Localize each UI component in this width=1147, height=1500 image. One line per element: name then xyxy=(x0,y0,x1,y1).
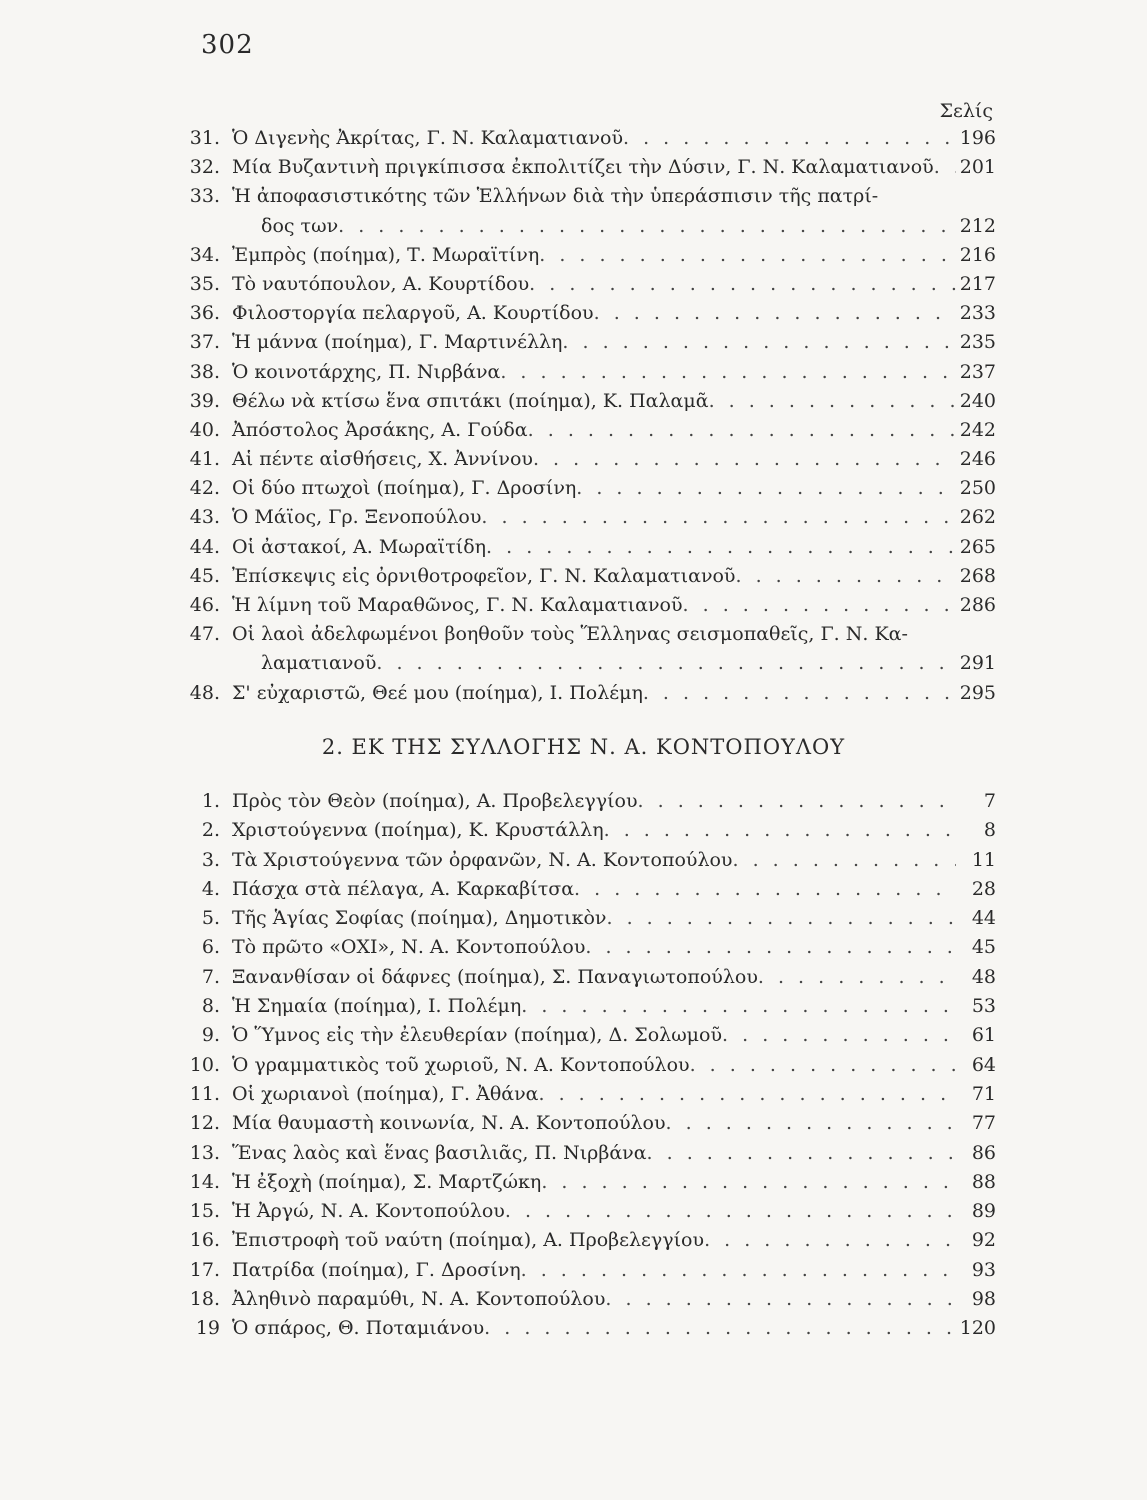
toc-entry xyxy=(170,1226,996,1255)
entry-page: 88 xyxy=(971,1170,996,1193)
entry-number: 17. xyxy=(189,1258,220,1281)
entry-title-continuation: δος των xyxy=(261,214,339,237)
entry-number: 36. xyxy=(189,302,220,325)
leader-dots xyxy=(574,875,956,904)
entry-page: 196 xyxy=(959,127,996,149)
entry-title: Ἡ ἀποφασιστικότης τῶν Ἑλλήνων διὰ τὴν ὑπεράσπισιν τῆς πατρί- xyxy=(232,185,879,208)
leader-dots xyxy=(709,387,956,416)
entry-number: 2. xyxy=(201,819,220,842)
entry-page: 217 xyxy=(959,272,996,295)
leader-dots xyxy=(486,533,956,562)
toc-entry xyxy=(170,1256,996,1285)
entry-title: Ἐπίσκεψις εἰς ὀρνιθοτροφεῖον, Γ. Ν. Καλαματιανοῦ xyxy=(232,564,736,587)
toc-entry xyxy=(170,1109,996,1138)
leader-dots xyxy=(538,1080,956,1109)
entry-page: 93 xyxy=(971,1258,996,1281)
toc-entry xyxy=(170,358,996,387)
entry-title: Οἱ δύο πτωχοὶ (ποίημα), Γ. Δροσίνη xyxy=(232,477,577,500)
entry-title: Ἐπιστροφὴ τοῦ ναύτη (ποίημα), Α. Προβελεγγίου xyxy=(232,1229,705,1252)
entry-number: 12. xyxy=(189,1112,220,1135)
column-header: Σελίς xyxy=(939,100,993,122)
leader-dots xyxy=(605,1285,956,1314)
toc-entry xyxy=(170,328,996,357)
entry-title: Ἡ μάννα (ποίημα), Γ. Μαρτινέλλη xyxy=(232,331,563,354)
leader-dots xyxy=(623,124,956,153)
entry-page: 262 xyxy=(959,506,996,529)
entry-number: 8. xyxy=(201,995,220,1018)
toc-entry xyxy=(170,1080,996,1109)
entry-page: 242 xyxy=(959,418,996,441)
entry-number: 19 xyxy=(195,1317,220,1340)
entry-title: Ξανανθίσαν οἱ δάφνες (ποίημα), Σ. Παναγιωτοπούλου xyxy=(232,965,758,988)
leader-dots xyxy=(528,416,956,445)
toc-entry xyxy=(170,846,996,875)
entry-number: 3. xyxy=(201,848,220,871)
entry-page: 250 xyxy=(959,477,996,500)
entry-title: Σ' εὐχαριστῶ, Θεέ μου (ποίημα), Ι. Πολέμη xyxy=(232,681,643,704)
entry-number: 47. xyxy=(189,623,220,646)
entry-page: 265 xyxy=(959,535,996,558)
entry-page: 216 xyxy=(959,243,996,266)
leader-dots xyxy=(541,1168,956,1197)
entry-title: Θέλω νὰ κτίσω ἕνα σπιτάκι (ποίημα), Κ. Παλαμᾶ xyxy=(232,389,709,412)
leader-dots xyxy=(576,474,956,503)
entry-number: 34. xyxy=(189,243,220,266)
entry-page: 295 xyxy=(959,681,996,704)
toc-entry-continuation xyxy=(170,649,996,678)
entry-number: 9. xyxy=(201,1024,220,1047)
entry-title: Τῆς Ἁγίας Σοφίας (ποίημα), Δημοτικὸν xyxy=(232,907,607,930)
toc-entry xyxy=(170,182,996,211)
entry-title: Τὰ Χριστούγεννα τῶν ὀρφανῶν, Ν. Α. Κοντοπούλου xyxy=(232,848,733,871)
entry-page: 237 xyxy=(959,360,996,383)
leader-dots xyxy=(338,212,956,241)
entry-title: Ὁ σπάρος, Θ. Ποταμιάνου xyxy=(232,1317,485,1340)
leader-dots xyxy=(500,358,956,387)
toc-section-1 xyxy=(170,124,996,708)
toc-entry xyxy=(170,533,996,562)
entry-page: 7 xyxy=(983,790,996,812)
entry-number: 11. xyxy=(189,1082,220,1105)
entry-page: 8 xyxy=(983,819,996,842)
toc-entry xyxy=(170,503,996,532)
toc-entry xyxy=(170,387,996,416)
entry-title: Οἱ λαοὶ ἀδελφωμένοι βοηθοῦν τοὺς Ἕλληνας σεισμοπαθεῖς, Γ. Ν. Κα- xyxy=(232,623,908,646)
entry-title: Χριστούγεννα (ποίημα), Κ. Κρυστάλλη xyxy=(232,819,604,842)
entry-title: Μία Βυζαντινὴ πριγκίπισσα ἐκπολιτίζει τὴν Δύσιν, Γ. Ν. Καλαματιανοῦ xyxy=(232,156,934,179)
toc-entry xyxy=(170,241,996,270)
entry-page: 61 xyxy=(971,1024,996,1047)
entry-number: 44. xyxy=(189,535,220,558)
entry-page: 233 xyxy=(959,302,996,325)
leader-dots xyxy=(606,904,956,933)
entry-title: Ἕνας λαὸς καὶ ἕνας βασιλιᾶς, Π. Νιρβάνα xyxy=(232,1141,647,1164)
toc-entry xyxy=(170,1314,996,1343)
entry-number: 32. xyxy=(189,156,220,179)
entry-title: Οἱ ἀστακοί, Α. Μωραϊτίδη xyxy=(232,535,487,558)
toc-entry xyxy=(170,591,996,620)
leader-dots xyxy=(529,270,956,299)
leader-dots xyxy=(539,241,956,270)
leader-dots xyxy=(683,591,956,620)
entry-page: 28 xyxy=(971,877,996,900)
entry-page: 64 xyxy=(971,1053,996,1076)
leader-dots xyxy=(484,1314,956,1343)
page-number: 302 xyxy=(201,30,254,60)
entry-title: Πατρίδα (ποίημα), Γ. Δροσίνη xyxy=(232,1258,521,1281)
entry-number: 6. xyxy=(201,936,220,959)
toc-entry xyxy=(170,620,996,649)
leader-dots xyxy=(647,1139,956,1168)
entry-page: 92 xyxy=(971,1229,996,1252)
toc-entry xyxy=(170,679,996,708)
entry-page: 286 xyxy=(959,594,996,616)
toc-entry xyxy=(170,933,996,962)
toc-entry xyxy=(170,875,996,904)
leader-dots xyxy=(481,503,956,532)
entry-number: 45. xyxy=(189,564,220,587)
entry-page: 71 xyxy=(971,1082,996,1105)
toc-entry xyxy=(170,270,996,299)
leader-dots xyxy=(585,933,956,962)
entry-title: Πάσχα στὰ πέλαγα, Α. Καρκαβίτσα xyxy=(232,877,575,900)
entry-page: 44 xyxy=(971,907,996,930)
entry-title: Ἡ Σημαία (ποίημα), Ι. Πολέμη xyxy=(232,995,522,1018)
entry-number: 35. xyxy=(189,272,220,295)
leader-dots xyxy=(733,846,957,875)
toc-entry xyxy=(170,1285,996,1314)
entry-page: 120 xyxy=(959,1317,996,1340)
entry-title: Ἀπόστολος Ἀρσάκης, Α. Γούδα xyxy=(232,418,528,441)
toc-entry xyxy=(170,1197,996,1226)
entry-title: Αἱ πέντε αἰσθήσεις, Χ. Ἀννίνου xyxy=(232,448,533,471)
entry-number: 7. xyxy=(201,965,220,988)
entry-number: 48. xyxy=(189,681,220,704)
toc-entry-continuation xyxy=(170,212,996,241)
entry-number: 37. xyxy=(189,331,220,354)
entry-number: 40. xyxy=(189,418,220,441)
entry-number: 16. xyxy=(189,1229,220,1252)
entry-page: 86 xyxy=(971,1141,996,1164)
leader-dots xyxy=(666,1109,956,1138)
entry-page: 240 xyxy=(959,389,996,412)
entry-title: Ὁ κοινοτάρχης, Π. Νιρβάνα xyxy=(232,360,501,383)
toc-entry xyxy=(170,963,996,992)
entry-page: 268 xyxy=(959,564,996,587)
toc-entry xyxy=(170,562,996,591)
entry-page: 11 xyxy=(971,848,996,871)
entry-page: 98 xyxy=(971,1288,996,1311)
section-2-title: 2. ΕΚ ΤΗΣ ΣΥΛΛΟΓΗΣ Ν. Α. ΚΟΝΤΟΠΟΥΛΟΥ xyxy=(321,735,846,759)
leader-dots xyxy=(505,1197,956,1226)
toc-entry xyxy=(170,299,996,328)
entry-title: Ὁ γραμματικὸς τοῦ χωριοῦ, Ν. Α. Κοντοπούλου xyxy=(232,1053,690,1076)
entry-page: 89 xyxy=(971,1200,996,1223)
toc-entry xyxy=(170,416,996,445)
leader-dots xyxy=(604,816,956,845)
entry-number: 14. xyxy=(189,1170,220,1193)
leader-dots xyxy=(521,992,956,1021)
entry-number: 15. xyxy=(189,1200,220,1223)
entry-page: 201 xyxy=(959,156,996,179)
entry-title: Πρὸς τὸν Θεὸν (ποίημα), Α. Προβελεγγίου xyxy=(232,790,638,812)
entry-title: Ἐμπρὸς (ποίημα), Τ. Μωραϊτίνη xyxy=(232,243,540,266)
leader-dots xyxy=(722,1021,956,1050)
toc-entry xyxy=(170,445,996,474)
toc-entry xyxy=(170,992,996,1021)
entry-number: 31. xyxy=(189,127,220,149)
entry-number: 1. xyxy=(201,790,220,812)
entry-title: Οἱ χωριανοὶ (ποίημα), Γ. Ἀθάνα xyxy=(232,1082,539,1105)
entry-title: Ὁ Διγενὴς Ἀκρίτας, Γ. Ν. Καλαματιανοῦ xyxy=(232,127,624,149)
entry-title: Τὸ ναυτόπουλον, Α. Κουρτίδου xyxy=(232,272,530,295)
toc-entry xyxy=(170,1021,996,1050)
toc-entry xyxy=(170,904,996,933)
entry-number: 46. xyxy=(189,594,220,616)
leader-dots xyxy=(376,649,956,678)
entry-page: 48 xyxy=(971,965,996,988)
entry-number: 43. xyxy=(189,506,220,529)
entry-title: Ἡ ἐξοχὴ (ποίημα), Σ. Μαρτζώκη xyxy=(232,1170,542,1193)
leader-dots xyxy=(934,153,956,182)
toc-entry xyxy=(170,1139,996,1168)
entry-page: 246 xyxy=(959,448,996,471)
leader-dots xyxy=(638,787,956,816)
leader-dots xyxy=(690,1051,956,1080)
toc-entry xyxy=(170,816,996,845)
entry-title: Τὸ πρῶτο «ΟΧΙ», Ν. Α. Κοντοπούλου xyxy=(232,936,586,959)
entry-number: 33. xyxy=(189,185,220,208)
toc-entry xyxy=(170,124,996,153)
entry-number: 10. xyxy=(189,1053,220,1076)
leader-dots xyxy=(594,299,956,328)
leader-dots xyxy=(533,445,956,474)
entry-number: 38. xyxy=(189,360,220,383)
entry-page: 45 xyxy=(971,936,996,959)
toc-entry xyxy=(170,787,996,816)
entry-title: Ὁ Μάϊος, Γρ. Ξενοπούλου xyxy=(232,506,482,529)
toc-entry xyxy=(170,1168,996,1197)
entry-number: 4. xyxy=(201,877,220,900)
entry-title: Ἀληθινὸ παραμύθι, Ν. Α. Κοντοπούλου xyxy=(232,1288,606,1311)
toc-section-2 xyxy=(170,787,996,1344)
entry-title-continuation: λαματιανοῦ xyxy=(261,652,377,675)
entry-page: 291 xyxy=(959,652,996,675)
entry-number: 41. xyxy=(189,448,220,471)
toc-entry xyxy=(170,1051,996,1080)
entry-page: 235 xyxy=(959,331,996,354)
toc-entry xyxy=(170,474,996,503)
leader-dots xyxy=(521,1256,956,1285)
entry-page: 53 xyxy=(971,995,996,1018)
entry-title: Ἡ Ἀργώ, Ν. Α. Κοντοπούλου xyxy=(232,1200,505,1223)
entry-title: Ἡ λίμνη τοῦ Μαραθῶνος, Γ. Ν. Καλαματιανοῦ xyxy=(232,594,683,616)
entry-page: 212 xyxy=(959,214,996,237)
leader-dots xyxy=(758,963,956,992)
leader-dots xyxy=(562,328,956,357)
entry-title: Φιλοστοργία πελαργοῦ, Α. Κουρτίδου xyxy=(232,302,594,325)
entry-number: 42. xyxy=(189,477,220,500)
leader-dots xyxy=(704,1226,956,1255)
entry-title: Μία θαυμαστὴ κοινωνία, Ν. Α. Κοντοπούλου xyxy=(232,1112,666,1135)
toc-entry xyxy=(170,153,996,182)
entry-number: 18. xyxy=(189,1288,220,1311)
leader-dots xyxy=(735,562,956,591)
entry-number: 13. xyxy=(189,1141,220,1164)
entry-number: 39. xyxy=(189,389,220,412)
leader-dots xyxy=(643,679,956,708)
entry-number: 5. xyxy=(201,907,220,930)
entry-title: Ὁ Ὕμνος εἰς τὴν ἐλευθερίαν (ποίημα), Δ. Σολωμοῦ xyxy=(232,1024,723,1047)
entry-page: 77 xyxy=(971,1112,996,1135)
